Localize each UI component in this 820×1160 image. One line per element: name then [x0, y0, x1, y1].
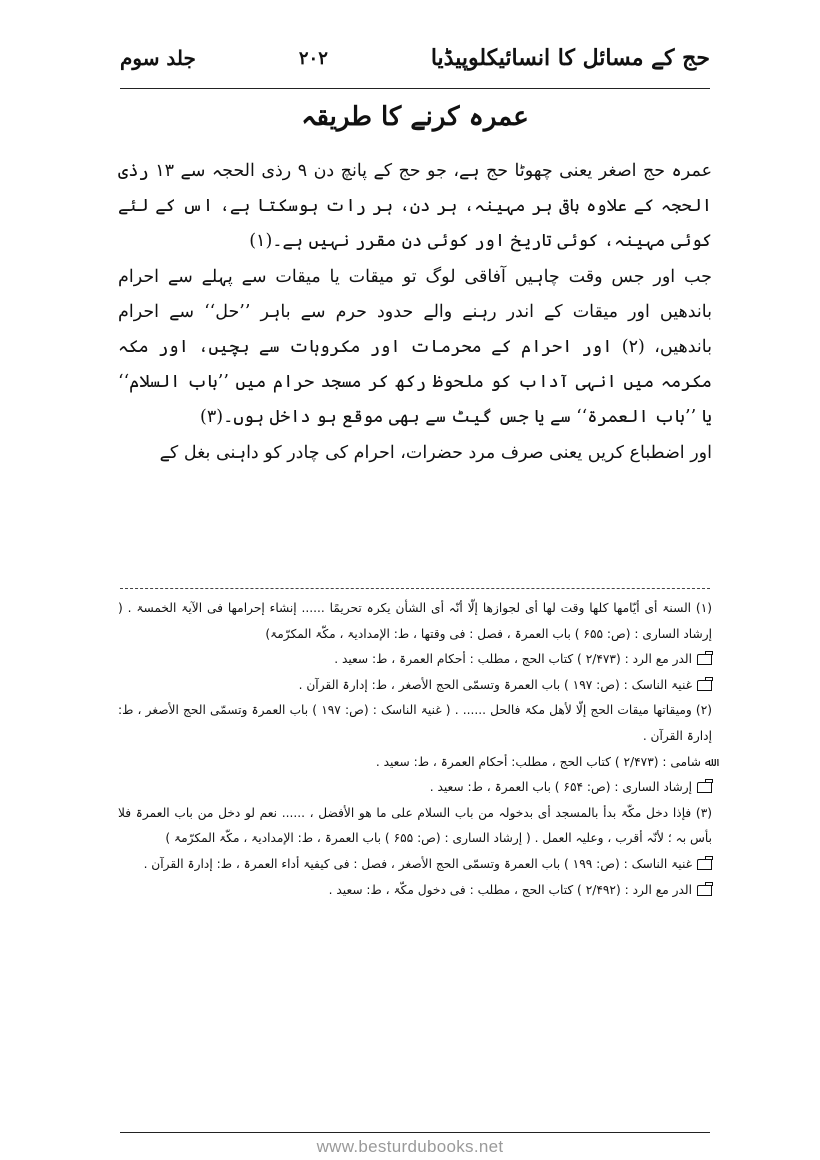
book-icon [697, 782, 712, 793]
header-divider [120, 88, 710, 89]
footnotes [118, 596, 712, 1126]
volume-label: جلد سوم [120, 46, 196, 70]
footer-divider [120, 1132, 710, 1133]
footnote [118, 647, 712, 673]
book-icon [697, 680, 712, 691]
watermark: www.besturdubooks.net [316, 1137, 504, 1156]
footnote-divider [120, 588, 710, 589]
main-text [118, 154, 712, 574]
footnote-text: غنیۃ الناسک : (ص: ۱۹۷ ) باب العمرۃ وتسمّی الحج الأصغر ، ط: إدارۃ القرآن . [298, 677, 692, 692]
paragraph: جب اور جس وقت چاہیں آفاقی لوگ تو میقات یا میقات سے پہلے سے احرام باندھیں اور میقات کے اندر رہنے والے حدود حرم سے باہر ’’حل‘‘ سے احرام باندھیں، (۲) اور احرام کے محرمات اور مکروہات سے بچیں، اور مکہ مکرمہ میں انہی آداب کو ملحوظ رکھ کر مسجد حرام میں ’’باب السلام‘‘ یا ’’باب العمرۃ‘‘ سے یا جس گیٹ سے بھی موقع ہو داخل ہوں۔(۳) [118, 266, 712, 428]
footnote [118, 698, 712, 749]
footnote [118, 750, 712, 776]
book-icon [697, 859, 712, 870]
footnote-text: (۲) ومیقاتھا میقات الحج إلّا لأھل مکۃ فالحل ...... . ( غنیۃ الناسک : (ص: ۱۹۷ ) باب العمرۃ وتسمّی الحج الأصغر ، ط: إدارۃ القرآن . [118, 703, 712, 743]
footnote-text: (۳) فإذا دخل مکّۃ بدأ بالمسجد أی بدخولہ من باب السلام علی ما ھو الأفضل ، ...... نعم لو دخل من باب العمرۃ فلا بأس بہ ؛ لأنّہ أقرب ، وعلیہ العمل . ( إرشاد الساری : (ص: ۶۵۵ ) باب العمرۃ ، ط: الإمدادیۃ ، مکّۃ المکرّمۃ ) [118, 805, 712, 846]
footnote [118, 775, 712, 801]
footnote [118, 596, 712, 647]
book-title: حج کے مسائل کا انسائیکلوپیڈیا [430, 45, 710, 71]
footnote-text: (۱) السنۃ أی أیّامھا کلھا وقت لھا أی لجوازھا إلّا أنّہ أی الشأن یکرہ تحریمًا ...... إنشاء إحرامھا فی الآیۃ الخمسۃ . ( إرشاد الساری : (ص: ۶۵۵ ) باب العمرۃ ، فصل : فی وقتھا ، ط: الإمدادیۃ ، مکّۃ المکرّمۃ) [118, 601, 712, 641]
page-header [120, 30, 710, 86]
footnote-text: الدر مع الرد : (۲/۴۷۳ ) کتاب الحج ، مطلب : أحکام العمرۃ ، ط: سعید . [334, 652, 692, 667]
footnote [118, 852, 712, 878]
footnote [118, 878, 712, 904]
footnote [118, 801, 712, 852]
footnote-text: الدر مع الرد : (۲/۴۹۲ ) کتاب الحج ، مطلب : فی دخول مکّۃ ، ط: سعید . [328, 882, 692, 897]
footnote-text: إرشاد الساری : (ص: ۶۵۴ ) باب العمرۃ ، ط: سعید . [429, 780, 692, 795]
chapter-title: عمرہ کرنے کا طریقہ [301, 102, 529, 132]
paragraph: اور اضطباع کریں یعنی صرف مرد حضرات، احرام کی چادر کو داہنی بغل کے [159, 442, 712, 463]
page-number: ۲۰۲ [298, 47, 328, 69]
footnote-text: غنیۃ الناسک : (ص: ۱۹۹ ) باب العمرۃ وتسمّی الحج الأصغر ، فصل : فی کیفیۃ أداء العمرۃ ، ط: إدارۃ القرآن . [143, 856, 692, 871]
book-icon [697, 885, 712, 896]
footnote-text: ﷲ شامی : (۲/۴۷۳ ) کتاب الحج ، مطلب: أحکام العمرۃ ، ط: سعید . [375, 754, 712, 769]
paragraph: عمرہ حج اصغر یعنی چھوٹا حج ہے، جو حج کے پانچ دن ۹ رذی الحجہ سے ۱۳ رذی الحجہ کے علاوہ باقی ہر مہینہ، ہر دن، ہر رات ہوسکتا ہے، اس کے لئے کوئی مہینہ، کوئی تاریخ اور کوئی دن مقرر نہیں ہے۔(۱) [118, 161, 713, 252]
book-icon [697, 654, 712, 665]
footnote [118, 673, 712, 699]
